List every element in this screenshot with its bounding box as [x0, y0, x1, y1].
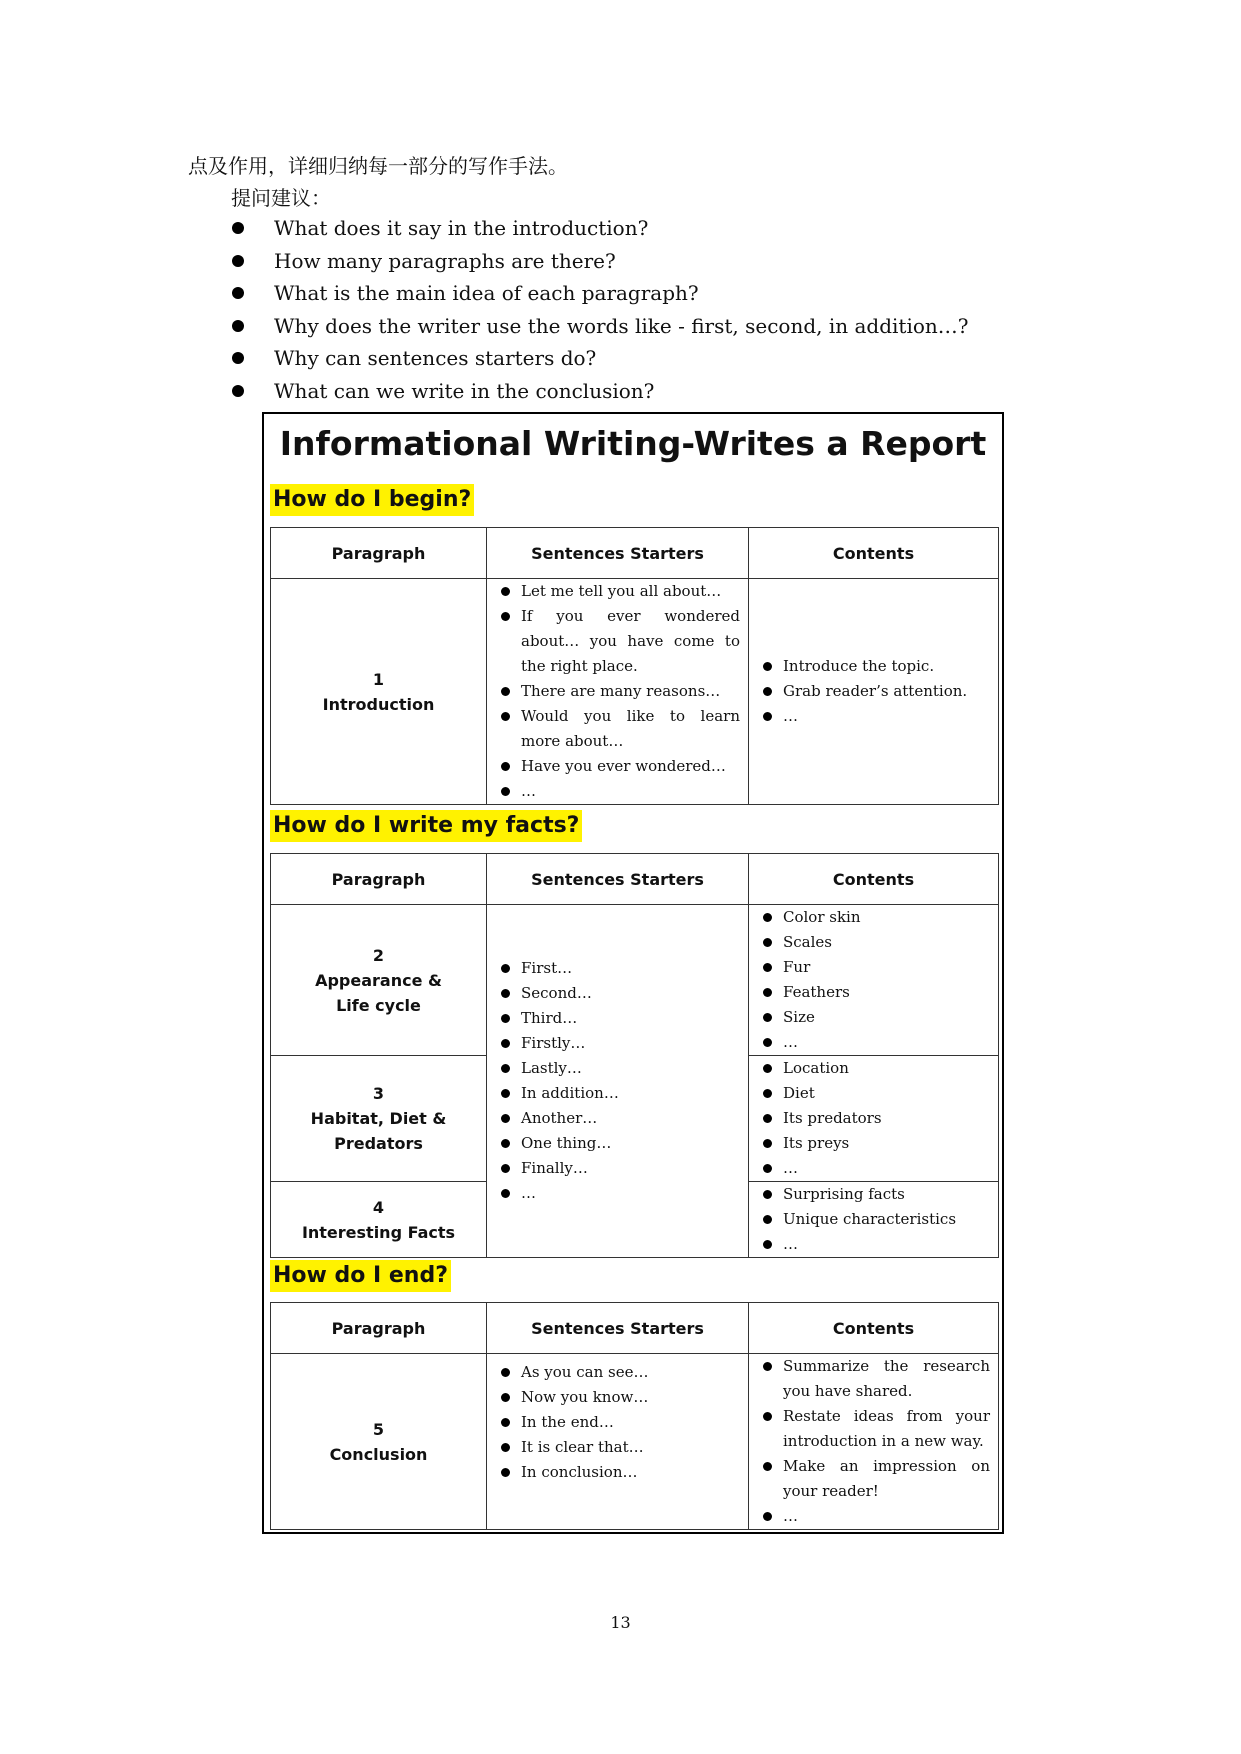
begin-table: [270, 527, 999, 805]
starter-item: Let me tell you all about…: [501, 579, 740, 604]
starter-item: If you ever wondered about… you have come to the right place.: [501, 604, 740, 679]
question-item: What is the main idea of each paragraph?: [232, 277, 968, 310]
paragraph-cell: [271, 1354, 487, 1530]
starter-item: Now you know…: [501, 1385, 740, 1410]
question-item: Why can sentences starters do?: [232, 342, 968, 375]
end-heading: How do I end?: [270, 1260, 451, 1292]
paragraph-number: 4: [372, 1197, 385, 1217]
starter-item: Firstly…: [501, 1031, 740, 1056]
starter-item: There are many reasons…: [501, 679, 740, 704]
question-list: [232, 212, 968, 407]
intro-line: 点及作用，详细归纳每一部分的写作手法。: [188, 154, 568, 178]
paragraph-number: 2: [372, 945, 385, 965]
question-item: What can we write in the conclusion?: [232, 375, 968, 408]
chart-title: Informational Writing-Writes a Report: [279, 424, 987, 463]
paragraph-name: Habitat, Diet & Predators: [310, 1109, 447, 1153]
header-starters: Sentences Starters: [487, 528, 749, 579]
paragraph-name: Conclusion: [329, 1444, 428, 1464]
facts-table: [270, 853, 999, 1258]
starter-item: In the end…: [501, 1410, 740, 1435]
content-item: Feathers: [763, 980, 990, 1005]
end-table: [270, 1302, 999, 1530]
header-starters: Sentences Starters: [487, 854, 749, 905]
content-item: Grab reader’s attention.: [763, 679, 990, 704]
starter-item: Another…: [501, 1106, 740, 1131]
content-item: …: [763, 1030, 990, 1055]
content-item: Summarize the research you have shared.: [763, 1354, 990, 1404]
starter-item: Second…: [501, 981, 740, 1006]
content-item: Surprising facts: [763, 1182, 990, 1207]
starter-item: Would you like to learn more about…: [501, 704, 740, 754]
starter-item: Third…: [501, 1006, 740, 1031]
header-contents: Contents: [749, 528, 999, 579]
starter-item: In addition…: [501, 1081, 740, 1106]
content-item: Make an impression on your reader!: [763, 1454, 990, 1504]
header-paragraph: Paragraph: [271, 854, 487, 905]
content-item: …: [763, 704, 990, 729]
header-paragraph: Paragraph: [271, 1303, 487, 1354]
content-item: Introduce the topic.: [763, 654, 990, 679]
content-item: Restate ideas from your introduction in a new way.: [763, 1404, 990, 1454]
contents-cell: [749, 1354, 999, 1530]
starters-cell: [487, 1354, 749, 1530]
starter-item: As you can see…: [501, 1360, 740, 1385]
starter-item: Lastly…: [501, 1056, 740, 1081]
content-item: Location: [763, 1056, 990, 1081]
starter-item: In conclusion…: [501, 1460, 740, 1485]
starter-item: One thing…: [501, 1131, 740, 1156]
header-paragraph: Paragraph: [271, 528, 487, 579]
begin-heading: How do I begin?: [270, 484, 474, 516]
contents-cell: [749, 1182, 999, 1258]
content-item: Its predators: [763, 1106, 990, 1131]
contents-cell: [749, 1056, 999, 1182]
content-item: …: [763, 1232, 990, 1257]
suggestion-label: 提问建议：: [231, 186, 331, 210]
content-item: Its preys: [763, 1131, 990, 1156]
starter-item: …: [501, 1181, 740, 1206]
starter-item: …: [501, 779, 740, 804]
paragraph-number: 3: [372, 1084, 385, 1103]
content-item: Fur: [763, 955, 990, 980]
starters-cell: [487, 579, 749, 805]
header-contents: Contents: [749, 1303, 999, 1354]
paragraph-number: 1: [372, 669, 385, 689]
report-chart: [262, 412, 1004, 1534]
paragraph-number: 5: [372, 1419, 385, 1439]
starter-item: First…: [501, 956, 740, 981]
starter-item: Finally…: [501, 1156, 740, 1181]
paragraph-cell: [271, 1056, 487, 1182]
content-item: Scales: [763, 930, 990, 955]
starter-item: It is clear that…: [501, 1435, 740, 1460]
content-item: …: [763, 1504, 990, 1529]
header-starters: Sentences Starters: [487, 1303, 749, 1354]
paragraph-cell: [271, 1182, 487, 1258]
paragraph-name: Appearance & Life cycle: [315, 970, 442, 1015]
starter-item: Have you ever wondered…: [501, 754, 740, 779]
starters-cell: [487, 905, 749, 1258]
contents-cell: [749, 905, 999, 1056]
header-contents: Contents: [749, 854, 999, 905]
content-item: Size: [763, 1005, 990, 1030]
question-item: What does it say in the introduction?: [232, 212, 968, 245]
question-item: How many paragraphs are there?: [232, 245, 968, 278]
facts-heading: How do I write my facts?: [270, 810, 582, 842]
contents-cell: [749, 579, 999, 805]
paragraph-name: Introduction: [322, 694, 435, 714]
question-item: Why does the writer use the words like - first, second, in addition…?: [232, 310, 968, 343]
paragraph-cell: [271, 579, 487, 805]
intro-text: [188, 150, 568, 214]
content-item: Diet: [763, 1081, 990, 1106]
content-item: …: [763, 1156, 990, 1181]
content-item: Color skin: [763, 905, 990, 930]
page-number: 13: [610, 1613, 631, 1632]
paragraph-name: Interesting Facts: [301, 1222, 456, 1242]
paragraph-cell: [271, 905, 487, 1056]
content-item: Unique characteristics: [763, 1207, 990, 1232]
